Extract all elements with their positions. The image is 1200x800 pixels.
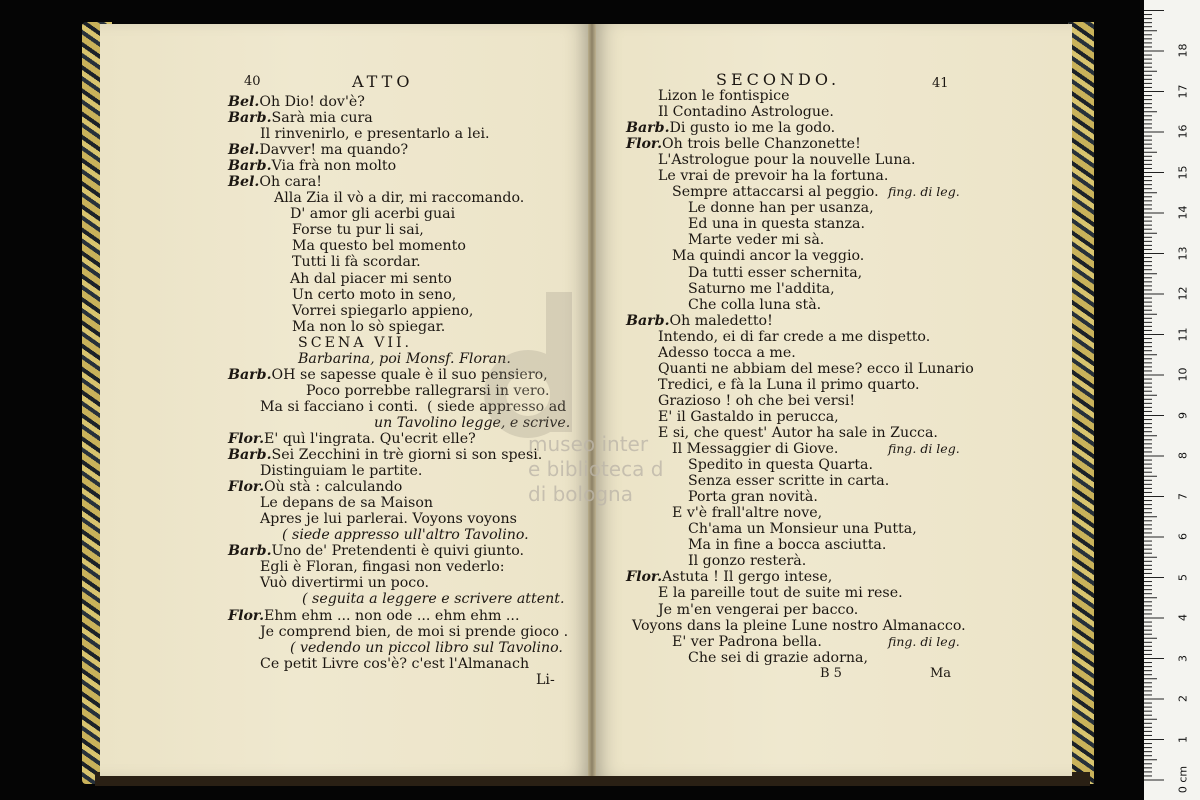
right-line	[626, 104, 974, 120]
verse-text: Barbarina, poi Monsf. Floran.	[298, 350, 511, 367]
verse-text: Sempre attaccarsi al peggio.	[672, 184, 879, 201]
verse-text: E' il Gastaldo in perucca,	[658, 408, 839, 425]
verse-text: Ah dal piacer mi sento	[290, 270, 452, 287]
verse-text: Vuò divertirmi un poco.	[260, 575, 430, 592]
right-line	[626, 265, 974, 281]
verse-text: Ch'ama un Monsieur una Putta,	[688, 521, 917, 538]
right-line	[626, 248, 974, 264]
ruler-label: 14	[1176, 205, 1190, 220]
verse-text: Oh cara!	[259, 174, 322, 191]
right-line	[626, 152, 974, 168]
verse-text: Davver! ma quando?	[259, 142, 409, 159]
ruler-label: 17	[1176, 84, 1190, 98]
left-running-head: ATTO	[352, 72, 414, 91]
right-line	[626, 569, 974, 585]
verse-text: Ma non lo sò spiegar.	[292, 318, 446, 335]
ruler-label: 3	[1176, 654, 1190, 662]
watermark-line-1: museo inter	[528, 432, 649, 456]
museum-logo-watermark	[450, 282, 590, 452]
left-line	[228, 206, 570, 222]
left-line	[228, 672, 570, 688]
right-line	[626, 489, 974, 505]
ruler-ticks	[1144, 0, 1200, 800]
right-line	[626, 441, 974, 457]
verse-text: Da tutti esser schernita,	[688, 264, 863, 281]
verse-text: Ma questo bel momento	[292, 238, 466, 255]
ruler-label: 15	[1176, 165, 1190, 179]
verse-text: Je comprend bien, de moi si prende gioco .	[260, 623, 569, 640]
left-line	[228, 543, 570, 559]
right-line	[626, 377, 974, 393]
ruler-label: 12	[1176, 286, 1190, 301]
right-line	[626, 602, 974, 618]
verse-text: Tutti li fà scordar.	[292, 254, 421, 271]
verse-text: Di gusto io me la godo.	[669, 120, 836, 137]
verse-text: Ma quindi ancor la veggio.	[672, 248, 865, 265]
verse-text: Il Contadino Astrologue.	[658, 104, 834, 121]
left-line	[228, 511, 570, 527]
ruler-label: 11	[1176, 327, 1190, 341]
speaker-label: Barb.	[228, 366, 272, 383]
verse-text: Via frà non molto	[271, 158, 397, 175]
left-line	[228, 110, 570, 126]
verse-text: Egli è Floran, fingasi non vederlo:	[260, 559, 505, 576]
verse-text: E v'è frall'altre nove,	[672, 505, 823, 522]
right-line	[626, 393, 974, 409]
verse-text: Voyons dans la pleine Lune nostro Almanacco.	[632, 617, 966, 634]
right-line	[626, 168, 974, 184]
watermark-line-3: di bologna	[528, 482, 633, 506]
right-line	[626, 297, 974, 313]
scene-heading: SCENA VII.	[298, 334, 413, 351]
left-line	[228, 640, 570, 656]
verse-text: Distinguiam le partite.	[260, 463, 423, 480]
verse-text: E' quì l'ingrata. Qu'ecrit elle?	[264, 430, 476, 447]
ruler-label: 10	[1176, 367, 1190, 382]
verse-text: Intendo, ei di far crede a me dispetto.	[658, 328, 931, 345]
verse-text: ( siede appresso ull'altro Tavolino.	[282, 527, 529, 544]
right-line	[626, 184, 974, 200]
verse-text: Adesso tocca a me.	[658, 344, 796, 361]
right-line	[626, 473, 974, 489]
ruler-label: 2	[1176, 695, 1190, 702]
verse-text: Le vrai de prevoir ha la fortuna.	[658, 168, 889, 185]
verse-text: Oh maledetto!	[669, 312, 773, 329]
right-running-head: SECONDO.	[716, 70, 841, 89]
ruler-label: 7	[1176, 492, 1190, 500]
ruler-label: 0 cm	[1176, 765, 1190, 794]
verse-text: E si, che quest' Autor ha sale in Zucca.	[658, 424, 938, 441]
speaker-label: Barb.	[626, 120, 670, 137]
speaker-label: Flor.	[626, 569, 663, 586]
speaker-label: Barb.	[228, 543, 272, 560]
right-line	[626, 313, 974, 329]
verse-text: Senza esser scritte in carta.	[688, 473, 890, 490]
verse-text: ( seguita a leggere e scrivere attent.	[302, 591, 565, 608]
right-line	[626, 120, 974, 136]
speaker-label: Barb.	[626, 312, 670, 329]
watermark-text	[528, 432, 663, 507]
speaker-label: Bel.	[228, 174, 260, 191]
right-line	[626, 618, 974, 634]
verse-text: Sei Zecchini in trè giorni si son spesi.	[271, 447, 543, 464]
ruler-label: 13	[1176, 246, 1190, 260]
ruler-label: 4	[1176, 614, 1190, 621]
left-line	[228, 608, 570, 624]
verse-text: Il gonzo resterà.	[688, 553, 807, 570]
verse-text: Le depans de sa Maison	[260, 495, 433, 512]
ruler-label: 16	[1176, 124, 1190, 139]
left-line	[228, 190, 570, 206]
left-line	[228, 656, 570, 672]
stage-note: fing. di leg.	[888, 441, 960, 457]
right-line	[626, 361, 974, 377]
right-page-text	[626, 88, 974, 666]
verse-text: Spedito in questa Quarta.	[688, 457, 873, 474]
verse-text: Il rinvenirlo, e presentarlo a lei.	[260, 126, 490, 143]
left-line	[228, 158, 570, 174]
verse-text: Tredici, e fà la Luna il primo quarto.	[658, 376, 920, 393]
right-line	[626, 553, 974, 569]
catchword: Ma	[930, 666, 952, 681]
right-line	[626, 232, 974, 248]
ruler-label: 5	[1176, 573, 1190, 581]
verse-text: Alla Zia il vò a dir, mi raccomando.	[274, 190, 525, 207]
verse-text: Apres je lui parlerai. Voyons voyons	[260, 511, 517, 528]
right-line	[626, 457, 974, 473]
verse-text: Vorrei spiegarlo appieno,	[292, 302, 474, 319]
left-line	[228, 591, 570, 607]
verse-text: Marte veder mi sà.	[688, 232, 825, 249]
right-line	[626, 329, 974, 345]
verse-text: Che colla luna stà.	[688, 296, 822, 313]
verse-text: D' amor gli acerbi guai	[290, 206, 456, 223]
right-line	[626, 521, 974, 537]
right-line	[626, 281, 974, 297]
right-line	[626, 585, 974, 601]
verse-text: Oh trois belle Chanzonette!	[662, 136, 861, 153]
left-line	[228, 126, 570, 142]
watermark-line-2: e biblioteca d	[528, 457, 664, 481]
stage-note: fing. di leg.	[888, 184, 960, 200]
right-line	[626, 425, 974, 441]
verse-text: Porta gran novità.	[688, 489, 818, 506]
left-line	[228, 624, 570, 640]
left-line	[228, 94, 570, 110]
verse-text: Je m'en vengerai per bacco.	[658, 601, 859, 618]
left-line	[228, 559, 570, 575]
speaker-label: Barb.	[228, 110, 272, 127]
speaker-label: Flor.	[626, 136, 663, 153]
verse-text: Uno de' Pretendenti è quivi giunto.	[271, 543, 525, 560]
right-line	[626, 345, 974, 361]
ruler-label: 8	[1176, 452, 1190, 459]
right-line	[626, 537, 974, 553]
ruler-label: 1	[1176, 735, 1190, 743]
verse-text: Il Messaggier di Giove.	[672, 441, 839, 458]
stage-note: fing. di leg.	[888, 633, 960, 649]
verse-text: L'Astrologue pour la nouvelle Luna.	[658, 152, 916, 169]
verse-text: un Tavolino legge, e scrive.	[374, 414, 571, 431]
measurement-ruler	[1144, 0, 1200, 800]
verse-text: Forse tu pur li sai,	[292, 222, 424, 239]
verse-text: E' ver Padrona bella.	[672, 633, 822, 650]
verse-text: Saturno me l'addita,	[688, 280, 835, 297]
ruler-label: 18	[1176, 43, 1190, 58]
verse-text: ( vedendo un piccol libro sul Tavolino.	[290, 639, 563, 656]
ruler-label: 9	[1176, 411, 1190, 419]
ruler-label: 6	[1176, 533, 1190, 540]
verse-text: Grazioso ! oh che bei versi!	[658, 392, 856, 409]
left-line	[228, 174, 570, 190]
left-line	[228, 142, 570, 158]
verse-text: Ma in fine a bocca asciutta.	[688, 537, 887, 554]
right-line	[626, 200, 974, 216]
verse-text: Où stà : calculando	[264, 479, 403, 496]
left-line	[228, 527, 570, 543]
signature-mark: B 5	[820, 666, 842, 681]
verse-text: E la pareille tout de suite mi rese.	[658, 585, 903, 602]
right-line	[626, 216, 974, 232]
verse-text: Un certo moto in seno,	[292, 286, 457, 303]
speaker-label: Flor.	[228, 607, 265, 624]
speaker-label: Barb.	[228, 447, 272, 464]
verse-text: Ed una in questa stanza.	[688, 216, 865, 233]
right-page-number: 41	[932, 76, 949, 91]
verse-text: Astuta ! Il gergo intese,	[662, 569, 833, 586]
right-line	[626, 136, 974, 152]
verse-text: Ehm ehm ... non ode ... ehm ehm ...	[264, 607, 520, 624]
verse-text: OH se sapesse quale è il suo pensiero,	[271, 366, 548, 383]
verse-text: Li-	[536, 671, 555, 688]
right-line	[626, 88, 974, 104]
left-line	[228, 254, 570, 270]
speaker-label: Bel.	[228, 142, 260, 159]
verse-text: Poco porrebbe rallegrarsi in vero.	[306, 382, 550, 399]
verse-text: Sarà mia cura	[271, 110, 373, 127]
verse-text: Le donne han per usanza,	[688, 200, 874, 217]
speaker-label: Barb.	[228, 158, 272, 175]
verse-text: Oh Dio! dov'è?	[259, 94, 365, 110]
right-line	[626, 505, 974, 521]
right-line	[626, 634, 974, 650]
right-line	[626, 409, 974, 425]
left-line	[228, 222, 570, 238]
left-line	[228, 463, 570, 479]
left-line	[228, 238, 570, 254]
left-page-number: 40	[244, 74, 261, 89]
speaker-label: Flor.	[228, 479, 265, 496]
verse-text: Quanti ne abbiam del mese? ecco il Lunario	[658, 360, 974, 377]
verse-text: Che sei di grazie adorna,	[688, 649, 868, 666]
left-line	[228, 495, 570, 511]
right-line	[626, 650, 974, 666]
left-line	[228, 575, 570, 591]
left-line	[228, 479, 570, 495]
verse-text: Ma si facciano i conti. ( siede appresso ad	[260, 398, 567, 415]
speaker-label: Flor.	[228, 430, 265, 447]
verse-text: Lizon le fontispice	[658, 88, 790, 104]
verse-text: Ce petit Livre cos'è? c'est l'Almanach	[260, 655, 530, 672]
speaker-label: Bel.	[228, 94, 260, 110]
